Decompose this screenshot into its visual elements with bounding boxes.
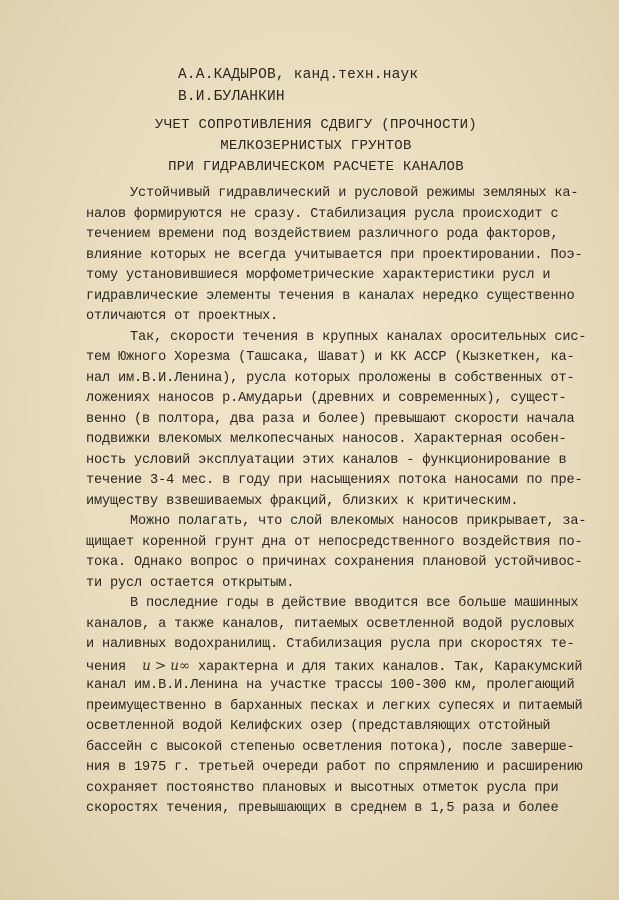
text-line-with-formula [86,656,583,677]
text-line: и наливных водохранилищ. Стабилизация русла при скоростях те- [86,637,575,652]
text-line: ти русл остается открытым. [86,575,295,591]
text-line: подвижки влекомых мелкопесчаных наносов. Характерная особен- [86,432,567,447]
text-line: течение 3-4 мес. в году при насыщениях потока наносами по пре- [86,473,583,488]
text-line: гидравлические элементы течения в каналах нередко существенно [86,288,575,304]
text-line: отличаются от проектных. [86,309,279,324]
text-line: нал им.В.И.Ленина), русла которых проложены в собственных от- [86,370,575,386]
text-line: канал им.В.И.Ленина на участке трассы 100-300 км, пролегающий [86,678,575,693]
title-line-3: ПРИ ГИДРАВЛИЧЕСКОМ РАСЧЕТЕ КАНАЛОВ [168,159,464,175]
body-text [86,184,587,820]
text-line: Устойчивый гидравлический и русловой режимы земляных ка- [130,186,579,201]
text-line: ность условий эксплуатации этих каналов - функционирование в [86,452,567,468]
text-line: тока. Однако вопрос о причинах сохранения плановой устойчивос- [86,555,583,570]
text-line: Можно полагать, что слой влекомых наносов прикрывает, за- [130,514,587,529]
text-line: преимущественно в барханных песках и легких супесях и питаемый [86,698,583,714]
text-line: скоростях течения, превышающих в среднем в 1,5 раза и более [86,801,559,816]
text-fragment: чения [86,659,127,675]
text-line: течением времени под воздействием различного рода факторов, [86,227,559,242]
title-line-1: УЧЕТ СОПРОТИВЛЕНИЯ СДВИГУ (ПРОЧНОСТИ) [155,117,477,133]
author-1: А.А.КАДЫРОВ, канд.техн.наук [178,67,419,83]
text-line: имуществу взвешиваемых фракций, близких к критическим. [86,493,519,509]
text-line: тем Южного Хорезма (Ташсака, Шават) и КК АССР (Кызкеткен, ка- [86,350,575,365]
text-line: ния в 1975 г. третьей очереди работ по спрямлению и расширению [86,760,583,775]
text-line: Так, скорости течения в крупных каналах оросительных сис- [130,329,587,345]
text-line: венно (в полтора, два раза и более) превышают скорости начала [86,411,575,427]
text-line: сохраняет постоянство плановых и высотных отметок русла при [86,780,559,796]
text-line: ложениях наносов р.Амударьи (древних и современных), сущест- [86,391,567,406]
authors-block [178,64,418,108]
text-line: осветленной водой Келифских озер (представляющих отстойный [86,719,551,734]
text-line: В последние годы в действие вводится все больше машинных [130,596,579,611]
text-line: щищает коренной грунт дна от непосредственного воздействия по- [86,534,583,550]
text-fragment: характерна и для таких каналов. Так, Каракумский [198,659,583,675]
author-2: В.И.БУЛАНКИН [178,89,285,105]
text-line: каналов, а также каналов, питаемых осветленной водой русловых [86,616,575,632]
title-line-2: МЕЛКОЗЕРНИСТЫХ ГРУНТОВ [220,138,412,154]
text-line: тому установившиеся морфометрические характеристики русл и [86,268,551,283]
velocity-formula: u > u∞ [142,657,191,674]
article-title [96,115,536,178]
text-line: влияние которых не всегда учитывается при проектировании. Поэ- [86,247,583,263]
text-line: налов формируются не сразу. Стабилизация русла происходит с [86,206,559,222]
text-line: бассейн с высокой степенью осветления потока), после заверше- [86,739,575,755]
